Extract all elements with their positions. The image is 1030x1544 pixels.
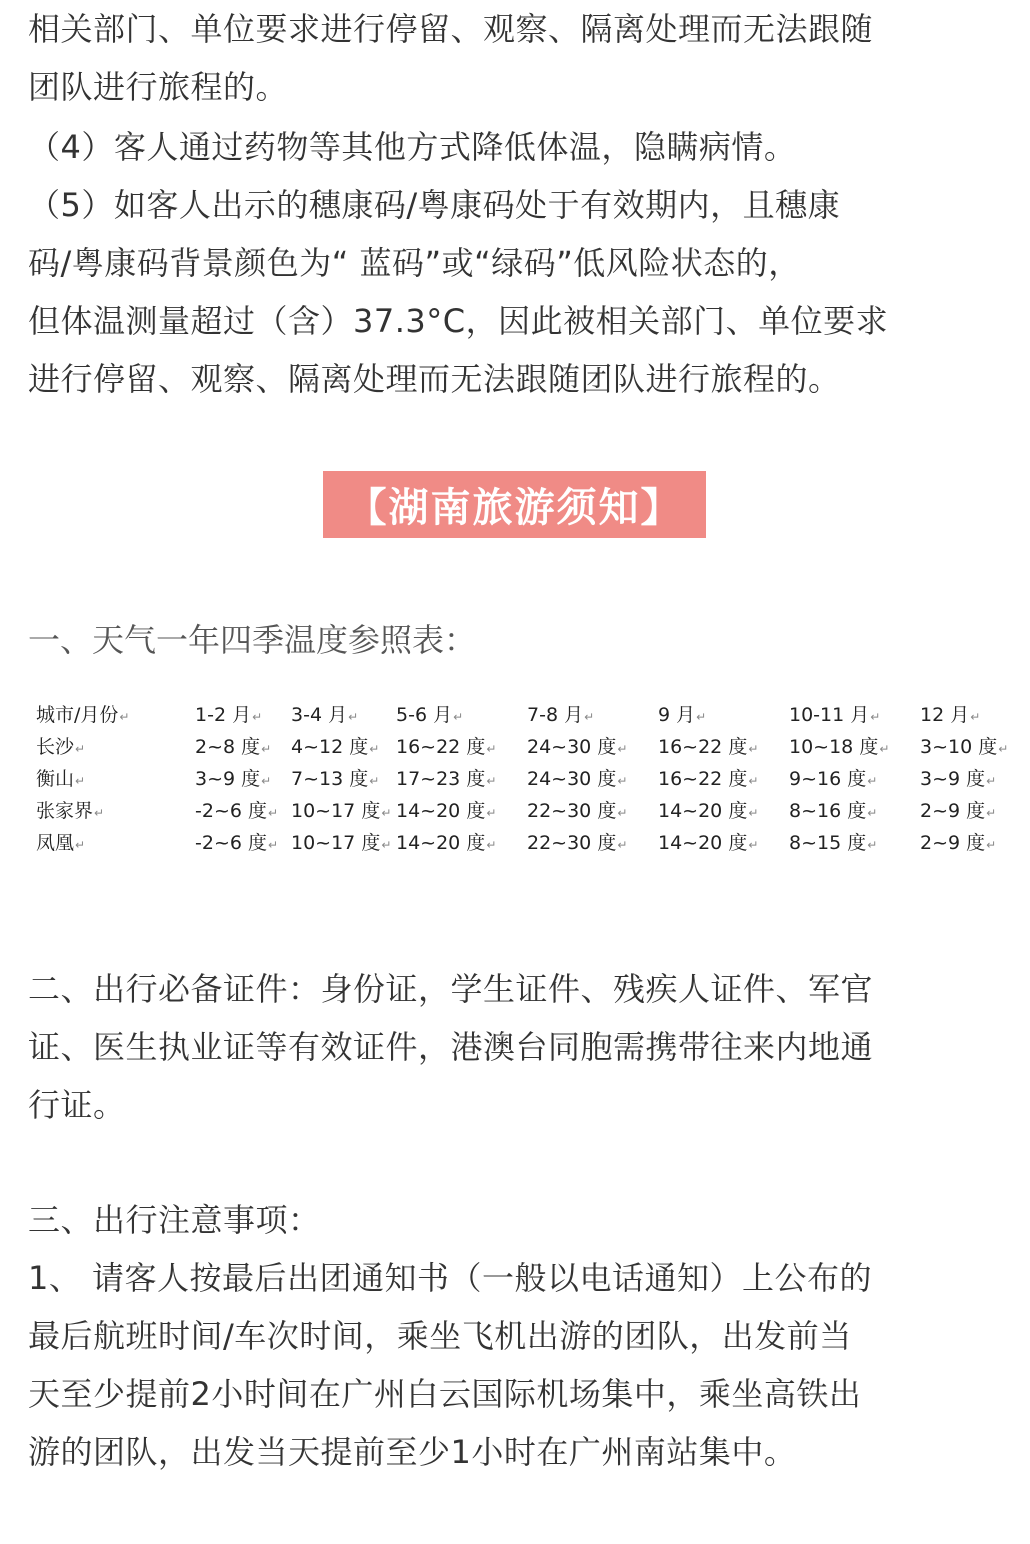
table-cell: 24~30 度↵ (527, 767, 628, 790)
table-row (32, 793, 1010, 825)
table-cell: 张家界↵ (36, 799, 105, 822)
table-cell: 2~9 度↵ (920, 831, 997, 854)
intro-line: 相关部门、单位要求进行停留、观察、隔离处理而无法跟随 (28, 10, 874, 48)
section-banner (323, 471, 706, 538)
table-cell: 14~20 度↵ (658, 831, 759, 854)
table-header-cell: 9 月↵ (658, 703, 707, 726)
table-header-cell: 3-4 月↵ (291, 703, 359, 726)
intro-item-5-line: 进行停留、观察、隔离处理而无法跟随团队进行旅程的。 (28, 360, 841, 398)
table-cell: 8~16 度↵ (789, 799, 878, 822)
table-cell: 10~18 度↵ (789, 735, 890, 758)
table-cell: 4~12 度↵ (291, 735, 380, 758)
section-2-paragraph (28, 960, 1006, 1134)
table-cell: 14~20 度↵ (658, 799, 759, 822)
table-row (32, 761, 1010, 793)
intro-item-4 (28, 118, 1006, 176)
banner-title: 【湖南旅游须知】 (346, 485, 683, 531)
table-cell: 22~30 度↵ (527, 799, 628, 822)
table-row (32, 825, 1010, 857)
table-cell: 2~8 度↵ (195, 735, 272, 758)
table-cell: -2~6 度↵ (195, 799, 279, 822)
section-3-line: 最后航班时间/车次时间，乘坐飞机出游的团队，出发前当 (28, 1317, 852, 1355)
table-cell: 14~20 度↵ (396, 799, 497, 822)
table-header-cell: 12 月↵ (920, 703, 981, 726)
table-header-cell: 7-8 月↵ (527, 703, 595, 726)
table-cell: 3~9 度↵ (920, 767, 997, 790)
table-cell: 16~22 度↵ (658, 767, 759, 790)
intro-line: 团队进行旅程的。 (28, 68, 289, 106)
table-cell: 24~30 度↵ (527, 735, 628, 758)
table-cell: 8~15 度↵ (789, 831, 878, 854)
table-cell: 17~23 度↵ (396, 767, 497, 790)
intro-item-5-line: 码/粤康码背景颜色为“ 蓝码”或“绿码”低风险状态的， (28, 244, 801, 282)
intro-item-5-line: （5）如客人出示的穗康码/粤康码处于有效期内，且穗康 (28, 186, 841, 224)
table-header-cell: 5-6 月↵ (396, 703, 464, 726)
table-cell: 14~20 度↵ (396, 831, 497, 854)
section-1-heading: 一、天气一年四季温度参照表： (28, 621, 477, 659)
table-header-cell: 1-2 月↵ (195, 703, 263, 726)
table-cell: 9~16 度↵ (789, 767, 878, 790)
table-cell: 22~30 度↵ (527, 831, 628, 854)
table-cell: 长沙↵ (36, 735, 86, 758)
table-header-cell: 10-11 月↵ (789, 703, 881, 726)
table-cell: 10~17 度↵ (291, 831, 392, 854)
section-3-line: 游的团队，出发当天提前至少1小时在广州南站集中。 (28, 1433, 797, 1471)
table-cell: 16~22 度↵ (658, 735, 759, 758)
table-cell: 16~22 度↵ (396, 735, 497, 758)
section-3-line: 1、 请客人按最后出团通知书（一般以电话通知）上公布的 (28, 1259, 873, 1297)
section-2-line: 证、医生执业证等有效证件，港澳台同胞需携带往来内地通 (28, 1028, 874, 1066)
table-cell: 10~17 度↵ (291, 799, 392, 822)
table-cell: 3~10 度↵ (920, 735, 1009, 758)
table-header-cell: 城市/月份↵ (36, 703, 130, 726)
table-cell: -2~6 度↵ (195, 831, 279, 854)
section-3-heading: 三、出行注意事项： (28, 1201, 321, 1239)
table-cell: 3~9 度↵ (195, 767, 272, 790)
intro-item-5-line: 但体温测量超过（含）37.3°C，因此被相关部门、单位要求 (28, 302, 889, 340)
table-cell: 7~13 度↵ (291, 767, 380, 790)
section-2-line: 行证。 (28, 1086, 126, 1124)
table-header-row (32, 697, 1010, 729)
section-2-line: 二、出行必备证件：身份证，学生证件、残疾人证件、军官 (28, 970, 874, 1008)
section-3-heading-block (28, 1191, 1006, 1249)
section-3-line: 天至少提前2小时间在广州白云国际机场集中，乘坐高铁出 (28, 1375, 862, 1413)
temperature-table (32, 697, 1010, 857)
intro-paragraph (28, 0, 1006, 116)
intro-item-4-text: （4）客人通过药物等其他方式降低体温，隐瞒病情。 (28, 128, 797, 166)
intro-item-5 (28, 176, 1006, 408)
table-cell: 凤凰↵ (36, 831, 86, 854)
section-3-paragraph (28, 1249, 1006, 1481)
table-row (32, 729, 1010, 761)
table-cell: 衡山↵ (36, 767, 86, 790)
table-cell: 2~9 度↵ (920, 799, 997, 822)
